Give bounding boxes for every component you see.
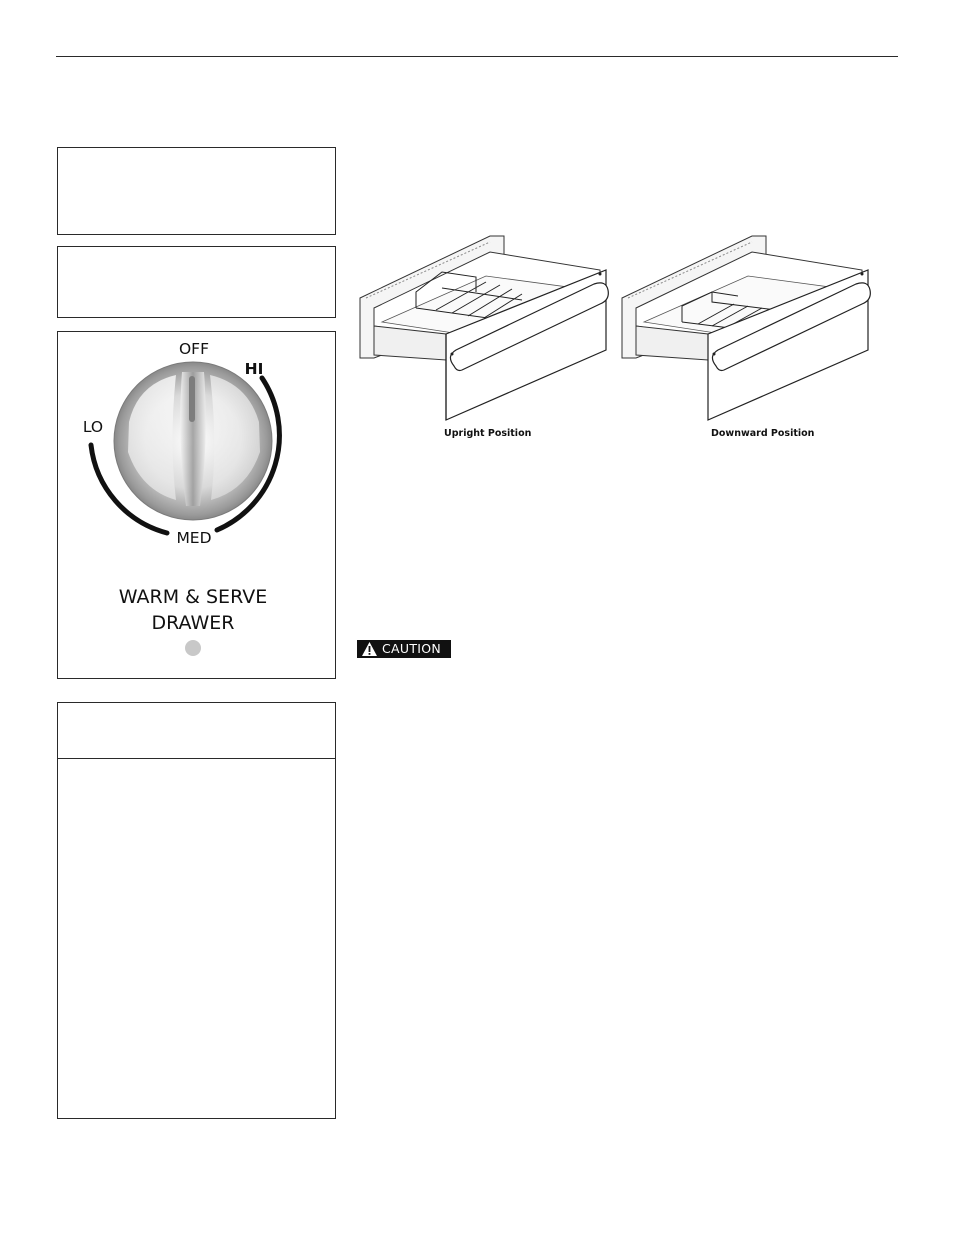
lo-label: LO: [82, 418, 104, 436]
med-label: MED: [176, 529, 212, 547]
caution-badge: [357, 640, 451, 658]
info-box-1: [57, 147, 336, 235]
info-box-2: [57, 246, 336, 318]
drawer-upright-illustration: [360, 236, 608, 439]
table-header-divider: [58, 758, 335, 759]
warning-triangle-icon: [361, 641, 378, 657]
caution-label: CAUTION: [382, 641, 442, 656]
info-table-box: [57, 702, 336, 1119]
upright-caption: Upright Position: [444, 428, 532, 439]
drawer-downward-illustration: [622, 236, 870, 439]
warm-serve-control-panel: [57, 331, 336, 679]
header-rule: [56, 56, 898, 57]
downward-caption: Downward Position: [711, 428, 815, 439]
drawer-rack-illustrations: [354, 230, 894, 450]
hi-label: HI: [244, 360, 264, 378]
control-knob-illustration: [58, 332, 335, 678]
indicator-light: [185, 640, 201, 656]
panel-title-line2: DRAWER: [151, 612, 235, 634]
panel-title-line1: WARM & SERVE: [118, 586, 268, 608]
off-label: OFF: [178, 340, 210, 358]
knob-pointer: [189, 376, 195, 422]
